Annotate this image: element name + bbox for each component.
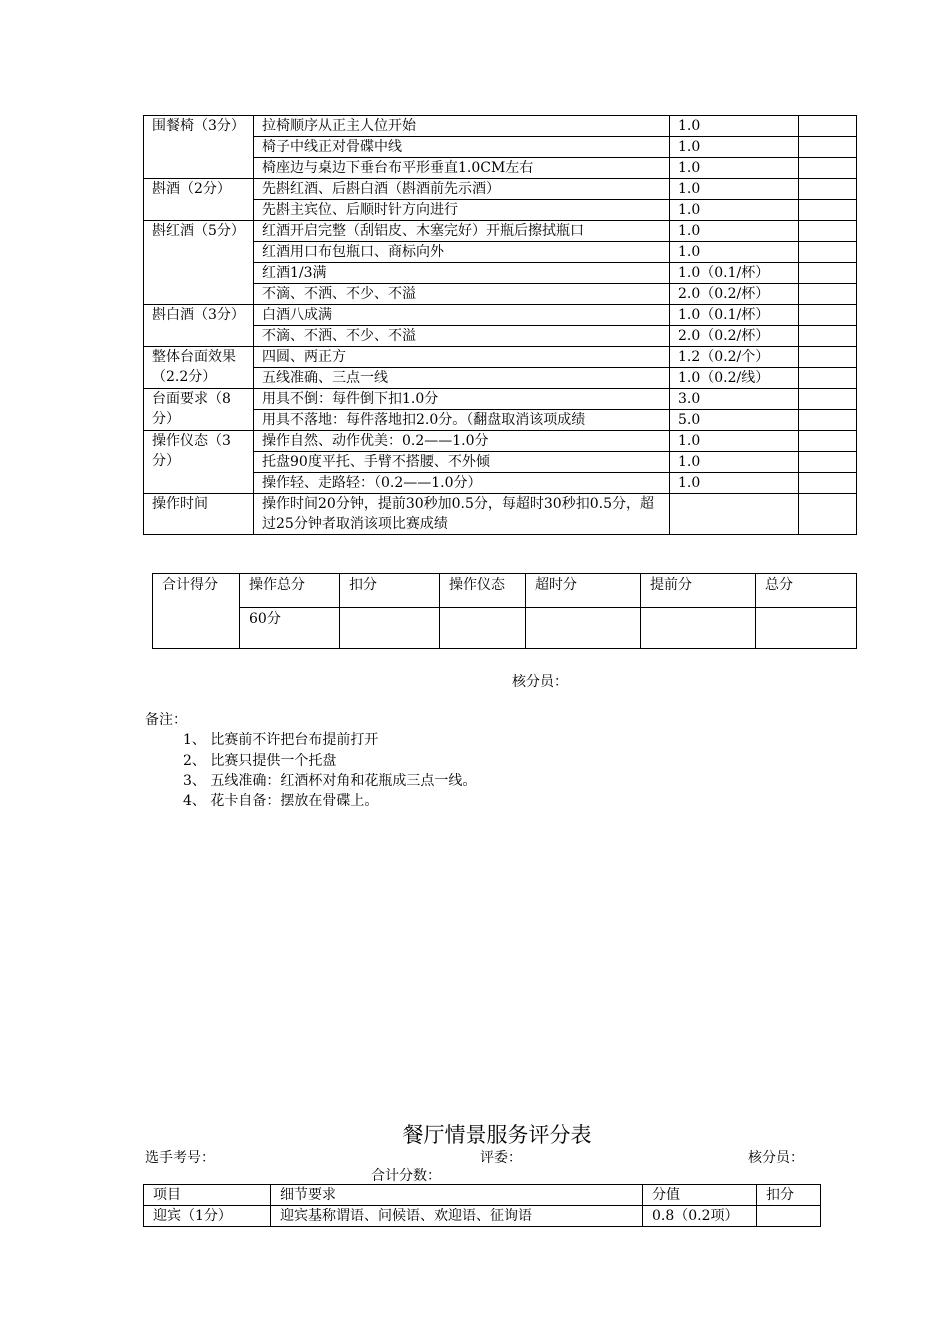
summary-value: [756, 608, 857, 649]
category-cell: 斟红酒（5分）: [144, 221, 254, 305]
deduction-cell: [799, 494, 857, 535]
table-row: [144, 494, 857, 535]
score-cell: 2.0（0.2/杯）: [670, 284, 799, 305]
requirement-cell: 红酒开启完整（刮铝皮、木塞完好）开瓶后擦拭瓶口: [254, 221, 670, 242]
category-cell: 斟酒（2分）: [144, 179, 254, 221]
score-cell: [670, 494, 799, 535]
requirement-cell: 先斟主宾位、后顺时针方向进行: [254, 200, 670, 221]
table-row: [144, 347, 857, 368]
summary-value: [526, 608, 641, 649]
scoring-table: [143, 115, 857, 535]
column-header: 细节要求: [271, 1185, 643, 1206]
score-cell: 2.0（0.2/杯）: [670, 326, 799, 347]
score-cell: 1.0: [670, 158, 799, 179]
deduction-cell: [799, 368, 857, 389]
deduction-cell: [799, 410, 857, 431]
summary-header: 总分: [756, 574, 857, 608]
table-row: [144, 221, 857, 242]
requirement-cell: 五线准确、三点一线: [254, 368, 670, 389]
notes-title: 备注：: [145, 712, 187, 728]
requirement-cell: 先斟红酒、后斟白酒（斟酒前先示酒）: [254, 179, 670, 200]
column-header: 分值: [643, 1185, 757, 1206]
table-row: [144, 305, 857, 326]
judge-label: 评委：: [480, 1150, 522, 1166]
requirement-cell: 不滴、不洒、不少、不溢: [254, 326, 670, 347]
service-scoring-table: [143, 1184, 821, 1227]
score-cell: 1.0（0.1/杯）: [670, 263, 799, 284]
score-cell: 1.2（0.2/个）: [670, 347, 799, 368]
category-cell: 整体台面效果（2.2分）: [144, 347, 254, 389]
deduction-cell: [799, 431, 857, 452]
score-cell: 5.0: [670, 410, 799, 431]
score-cell: 1.0: [670, 116, 799, 137]
note-item: 1、 比赛前不许把台布提前打开: [183, 732, 379, 748]
score-cell: 1.0（0.1/杯）: [670, 305, 799, 326]
summary-value: [641, 608, 756, 649]
deduction-cell: [799, 347, 857, 368]
deduction-cell: [799, 116, 857, 137]
table-row: [144, 431, 857, 452]
checker-label: 核分员：: [512, 674, 568, 690]
column-header: 扣分: [757, 1185, 821, 1206]
category-cell: 围餐椅（3分）: [144, 116, 254, 179]
deduction-cell: [799, 242, 857, 263]
requirement-cell: 四圆、两正方: [254, 347, 670, 368]
category-cell: 斟白酒（3分）: [144, 305, 254, 347]
summary-header: 操作总分: [240, 574, 340, 608]
deduction-cell: [799, 137, 857, 158]
note-item: 4、 花卡自备：摆放在骨碟上。: [183, 793, 379, 809]
score-cell: 1.0: [670, 137, 799, 158]
player-number-label: 选手考号：: [145, 1150, 215, 1166]
table-row: [144, 179, 857, 200]
summary-header: 扣分: [340, 574, 440, 608]
category-cell: 操作仪态（3分）: [144, 431, 254, 494]
score-cell: 1.0（0.2/线）: [670, 368, 799, 389]
total-score-label: 合计分数：: [371, 1168, 441, 1184]
deduction-cell: [757, 1206, 821, 1227]
requirement-cell: 用具不倒：每件倒下扣1.0分: [254, 389, 670, 410]
summary-value: [440, 608, 526, 649]
deduction-cell: [799, 179, 857, 200]
score-cell: 1.0: [670, 473, 799, 494]
table-row: [144, 389, 857, 410]
requirement-cell: 迎宾基称谓语、问候语、欢迎语、征询语: [271, 1206, 643, 1227]
score-cell: 1.0: [670, 179, 799, 200]
score-cell: 0.8（0.2项）: [643, 1206, 757, 1227]
deduction-cell: [799, 284, 857, 305]
category-cell: 台面要求（8分）: [144, 389, 254, 431]
category-cell: 操作时间: [144, 494, 254, 535]
summary-header: 超时分: [526, 574, 641, 608]
form-title: 餐厅情景服务评分表: [402, 1123, 592, 1147]
requirement-cell: 不滴、不洒、不少、不溢: [254, 284, 670, 305]
requirement-cell: 红酒1/3满: [254, 263, 670, 284]
summary-label: 合计得分: [153, 574, 240, 649]
note-item: 3、 五线准确：红酒杯对角和花瓶成三点一线。: [183, 773, 477, 789]
checker-label: 核分员：: [748, 1150, 804, 1166]
score-cell: 1.0: [670, 452, 799, 473]
deduction-cell: [799, 158, 857, 179]
deduction-cell: [799, 473, 857, 494]
requirement-cell: 椅子中线正对骨碟中线: [254, 137, 670, 158]
summary-header: 操作仪态: [440, 574, 526, 608]
requirement-cell: 操作自然、动作优美：0.2——1.0分: [254, 431, 670, 452]
requirement-cell: 椅座边与桌边下垂台布平形垂直1.0CM左右: [254, 158, 670, 179]
requirement-cell: 托盘90度平托、手臂不搭腰、不外倾: [254, 452, 670, 473]
summary-value: [340, 608, 440, 649]
score-cell: 1.0: [670, 200, 799, 221]
column-header: 项目: [144, 1185, 271, 1206]
summary-header: 提前分: [641, 574, 756, 608]
deduction-cell: [799, 326, 857, 347]
deduction-cell: [799, 305, 857, 326]
summary-table: [152, 573, 857, 649]
table-row: [144, 116, 857, 137]
summary-value: 60分: [240, 608, 340, 649]
requirement-cell: 红酒用口布包瓶口、商标向外: [254, 242, 670, 263]
requirement-cell: 拉椅顺序从正主人位开始: [254, 116, 670, 137]
note-item: 2、 比赛只提供一个托盘: [183, 753, 337, 769]
requirement-cell: 操作轻、走路轻：（0.2——1.0分）: [254, 473, 670, 494]
deduction-cell: [799, 263, 857, 284]
deduction-cell: [799, 200, 857, 221]
requirement-cell: 操作时间20分钟，提前30秒加0.5分，每超时30秒扣0.5分，超过25分钟者取消该项比赛成绩: [254, 494, 670, 535]
score-cell: 1.0: [670, 221, 799, 242]
deduction-cell: [799, 452, 857, 473]
requirement-cell: 用具不落地：每件落地扣2.0分。（翻盘取消该项成绩: [254, 410, 670, 431]
item-cell: 迎宾（1分）: [144, 1206, 271, 1227]
score-cell: 1.0: [670, 242, 799, 263]
deduction-cell: [799, 389, 857, 410]
score-cell: 3.0: [670, 389, 799, 410]
score-cell: 1.0: [670, 431, 799, 452]
deduction-cell: [799, 221, 857, 242]
requirement-cell: 白酒八成满: [254, 305, 670, 326]
